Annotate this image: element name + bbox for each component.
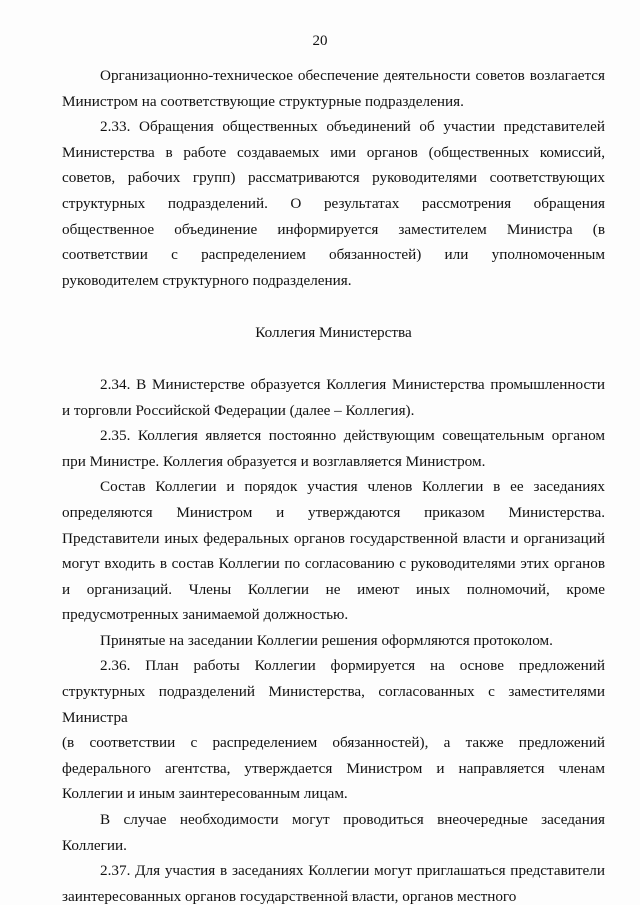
paragraph-2-36: 2.36. План работы Коллегии формируется на основе предложений структурных подразделений Министерства, согласованных с заместителями Министра — [62, 657, 605, 726]
page-number: 20 — [312, 33, 328, 49]
paragraph-2-37: 2.37. Для участия в заседаниях Коллегии могут приглашаться представители заинтересованных органов государственной власти, органов местного — [62, 862, 605, 905]
section-heading: Коллегия Министерства — [255, 324, 412, 342]
paragraph-council-support: Организационно-техническое обеспечение деятельности советов возлагается Министром на соответствующие структурные подразделения. — [62, 67, 605, 110]
paragraph-extraordinary-meetings: В случае необходимости могут проводиться внеочередные заседания Коллегии. — [62, 811, 605, 854]
scan-artifact — [258, 895, 378, 898]
document-body — [62, 63, 605, 909]
paragraph-2-34: 2.34. В Министерстве образуется Коллегия Министерства промышленности и торговли Российской Федерации (далее – Коллегия). — [62, 375, 605, 419]
paragraph-collegium-composition: Состав Коллегии и порядок участия членов Коллегии в ее заседаниях определяются Министром и утверждаются приказом Министерства. Представители иных федеральных органов государственной власти и организаций могут входить в состав Коллегии по согласованию с руководителями этих органов и организаций. Члены Коллегии не имеют иных полномочий, кроме предусмотренных занимаемой должностью. — [62, 478, 605, 624]
paragraph-2-36-continued: (в соответствии с распределением обязанностей), а также предложений федерального агентства, утверждается Министром и направляется членам Коллегии и иным заинтересованным лицам. — [62, 734, 605, 803]
paragraph-collegium-decisions: Принятые на заседании Коллегии решения оформляются протоколом. — [100, 631, 553, 649]
paragraph-2-33: 2.33. Обращения общественных объединений об участии представителей Министерства в работе создаваемых ими органов (общественных комиссий, советов, рабочих групп) рассматриваются руководителями соответствующих структурных подразделений. О результатах рассмотрения обращения общественное объединение информируется заместителем Министра (в соответствии с распределением обязанностей) или уполномоченным руководителем структурного подразделения. — [62, 118, 605, 289]
paragraph-2-35: 2.35. Коллегия является постоянно действующим совещательным органом при Министре. Коллегия образуется и возглавляется Министром. — [62, 427, 605, 470]
